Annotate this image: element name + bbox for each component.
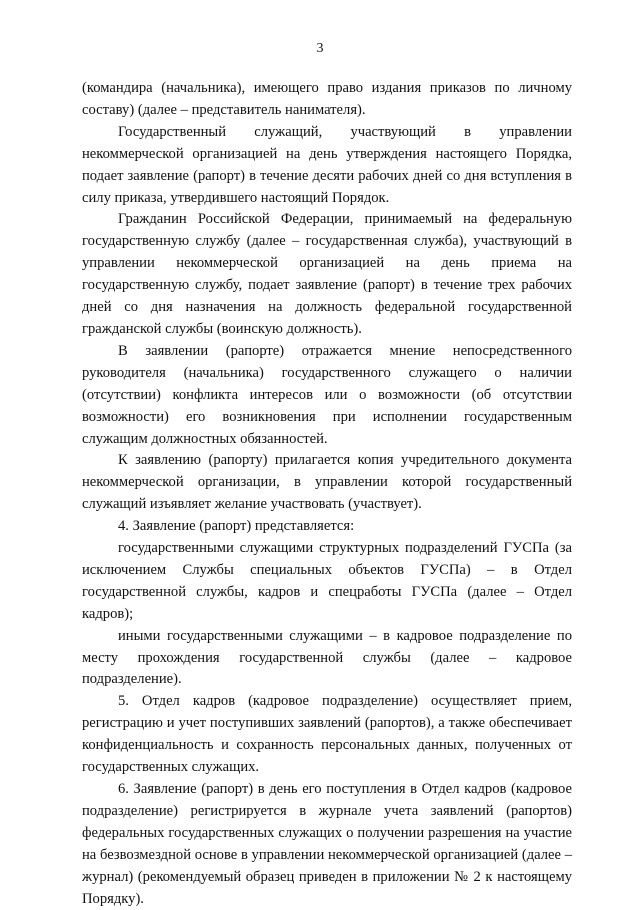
paragraph-continuation: (командира (начальника), имеющего право издания приказов по личному составу) (далее – представитель нанимателя). <box>82 80 572 118</box>
paragraph-item-6: 6. Заявление (рапорт) в день его поступления в Отдел кадров (кадровое подразделение) регистрируется в журнале учета заявлений (рапортов) федеральных государственных служащих о получении разрешения на участие на безвозмездной основе в управлении некоммерческой организацией (далее – журнал) (рекомендуемый образец приведен в приложении № 2 к настоящему Порядку). <box>82 781 572 907</box>
paragraph-new-citizen: Гражданин Российской Федерации, принимаемый на федеральную государственную службу (далее – государственная служба), участвующий в управлении некоммерческой организацией на день приема на государственную службу, подает заявление (рапорт) в течение трех рабочих дней со дня назначения на должность федеральной государственной гражданской службы (воинскую должность). <box>82 211 572 337</box>
paragraph-attachment: К заявлению (рапорту) прилагается копия учредительного документа некоммерческой организации, в управлении которой государственный служащий изъявляет желание участвовать (участвует). <box>82 452 572 513</box>
paragraph-existing-servant: Государственный служащий, участвующий в управлении некоммерческой организацией на день утверждения настоящего Порядка, подает заявление (рапорт) в течение десяти рабочих дней со дня вступления в силу приказа, утвердившего настоящий Порядок. <box>82 123 572 206</box>
paragraph-item-4: 4. Заявление (рапорт) представляется: <box>118 518 355 535</box>
page-number: 3 <box>316 41 324 56</box>
paragraph-item-4-other-servants: иными государственными служащими – в кадровое подразделение по месту прохождения государственной службы (далее – кадровое подразделение). <box>82 627 572 688</box>
paragraph-item-4-structural-units: государственными служащими структурных подразделений ГУСПа (за исключением Службы специальных объектов ГУСПа) – в Отдел государственной службы, кадров и спецработы ГУСПа (далее – Отдел кадров); <box>82 540 572 622</box>
document-body <box>82 78 572 910</box>
paragraph-supervisor-opinion: В заявлении (рапорте) отражается мнение непосредственного руководителя (начальника) государственного служащего о наличии (отсутствии) конфликта интересов или о возможности (об отсутствии возможности) его возникновения при исполнении государственным служащим должностных обязанностей. <box>82 342 572 447</box>
paragraph-item-5: 5. Отдел кадров (кадровое подразделение) осуществляет прием, регистрацию и учет поступивших заявлений (рапортов), а также обеспечивает конфиденциальность и сохранность персональных данных, полученных от государственных служащих. <box>82 693 572 776</box>
